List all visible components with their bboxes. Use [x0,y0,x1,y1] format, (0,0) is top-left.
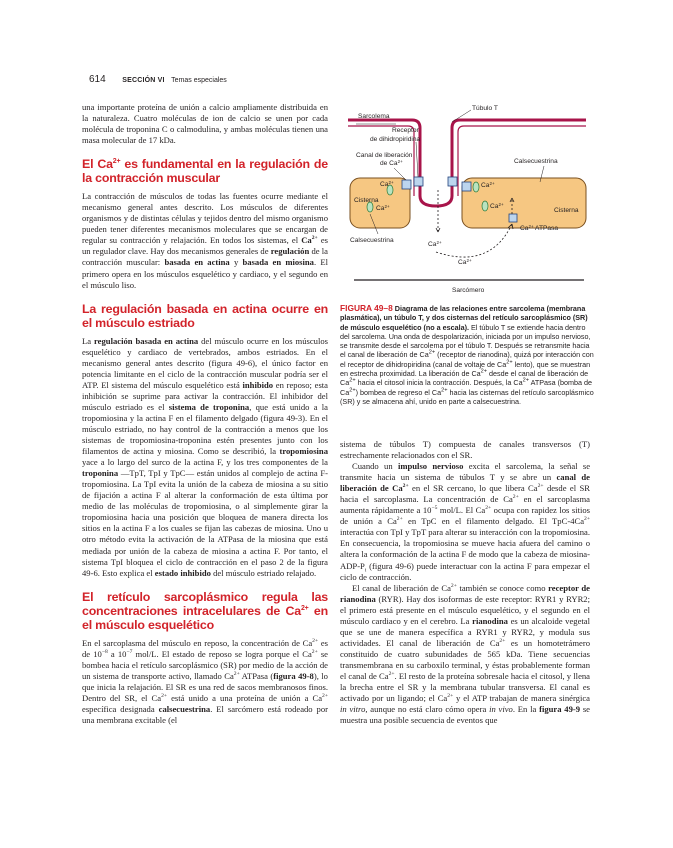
ca-release-channel-right [462,182,471,191]
right-column [340,439,590,726]
label-ca: $Ca^{2+}$ [490,202,504,210]
paragraph: una importante proteína de unión a calcio ampliamente distribuida en la naturaleza. Cuatro moléculas de ion de calcio se unen por cada molécula de troponina C o calmodulina, y ambas moléculas tienen una masa molecular de 17 kDa. [82,102,328,146]
label-ca: $Ca^{2+}$ [380,180,394,188]
ca-atpase-pump [509,214,517,222]
leader-line [416,142,418,177]
label-cisterna-right: Cisterna [554,207,579,214]
label-ca: $Ca^{2+}$ [376,204,390,212]
paragraph: El canal de liberación de $Ca^{2+}$ también se conoce como receptor de rianodina (RYR). Hay dos isoformas de este receptor: RYR1 y RYR2; el primero está presente en el músculo esquelético, y el segundo en el músculo cardiaco y en el cerebro. La rianodina es un alcaloide vegetal que se une de manera específica a RYR1 y RYR2, y modula sus actividades. El canal de liberación de $Ca^{2+}$ es un homotetrámero constituido de cuatro subunidades de 565 kDa. Tiene secuencias transmembrana en su carboxilo terminal, y éstas probablemente forman el canal de $Ca^{2+}$. El resto de la proteína sobresale hacia el citosol, y llena la brecha entre el SR y la membrana tubular transversa. El canal es activado por un ligando; el $Ca^{2+}$ y el ATP trabajan de manera sinérgica in vitro, aunque no está claro cómo opera in vivo. En la figura 49-9 se muestra una posible secuencia de eventos que [340,582,590,726]
label-canal: Canal de liberación [356,152,413,159]
paragraph: Cuando un impulso nervioso excita el sarcolema, la señal se transmite hacia un sistema de túbulos T y se abre un canal de liberación de $Ca^{2+}$ en el SR cercano, lo que libera $Ca^{2+}$ desde el SR hacia el sarcoplasma. La concentración de $Ca^{2+}$ en el sarcoplasma aumenta rápidamente a $10^{-5}$ mol/L. El $Ca^{2+}$ ocupa con rapidez los sitios de unión a $Ca^{2+}$ en TpC en el filamento delgado. El TpC-$4Ca^{2+}$ interactúa con TpI y TpT para alterar su interacción con la tropomiosina. En consecuencia, la tropomiosina se mueve hacia afuera del camino o altera la conformación de la actina F de modo que la cabeza de miosina-$ADP-P_i$ (figura 49-6) puede interactuar con la actina F para empezar el ciclo de contracción. [340,461,591,582]
label-calsecuestrina-right: Calsecuestrina [514,158,558,165]
section-label: SECCIÓN VI [122,77,165,84]
paragraph: sistema de túbulos T) compuesta de canales transversos (T) estrechamente relacionados con el SR. [340,439,590,461]
paragraph: La regulación basada en actina del músculo ocurre en los músculos esquelético y cardiaco de vertebrados, ambos estriados. En el mecanismo general antes descrito (figura 49-6), el único factor en potencia limitante en el ciclo de la contracción muscular podría ser el ATP. El sistema del músculo esquelético está inhibido en reposo; esta inhibición se suprime para activar la contracción. El inhibidor del músculo estriado es el sistema de troponina, que está unido a la tropomiosina y la actina F en el filamento delgado (figura 49-3). En el músculo estriado, no hay control de la contracción a menos que los sistemas de tropomiosina-troponina estén presentes junto con los filamentos de actina y miosina. Como se describió, la tropomiosina yace a lo largo del surco de la actina F, y los tres componentes de la troponina —TpT, TpI y TpC— están unidos al complejo de actina F-tropomiosina. La TpI evita la unión de la cabeza de miosina a su sitio de fijación a actina F al alterar la conformación de esta última por medio de las moléculas de tropomiosina, o al simplemente girar la tropomiosina hacia una posición que bloquea de manera directa los sitios en la actina F a los cuales se fijan las cabezas de miosina. Uno u otro método evita la activación de la ATPasa de la miosina que está mediada por unión de la cabeza de miosina a actina F. Por tanto, el sistema TpI bloquea el ciclo de contracción en el paso 2 de la figura 49-6. Esto explica el estado inhibido del músculo estriado relajado. [82,335,328,578]
section-heading: El retículo sarcoplásmico regula las concentraciones intracelulares de $Ca^{2+}$ en el músculo esquelético [82,589,328,632]
label-atpasa: $Ca^{2+}$ ATPasa [520,224,559,232]
dihydropyridine-receptor [414,177,423,186]
section-heading: El $Ca^{2+}$ es fundamental en la regulación de la contracción muscular [82,157,328,186]
label-ca: $Ca^{2+}$ [481,181,495,189]
figure-caption: FIGURA 49–8 Diagrama de las relaciones entre sarcolema (membrana plasmática), un túbulo T, y dos cisternas del retículo sarcoplásmico (SR) de músculo esquelético (no a escala). El túbulo T se extiende hacia dentro del sarcolema. Una onda de despolarización, iniciada por un impulso nervioso, se transmite desde el sarcolema por el túbulo T. Después se retransmite hacia el canal de liberación de $Ca^{2+}$ (receptor de rianodina), quizá por interacción con el receptor de dihidropiridina (canal de voltaje de $Ca^{2+}$ lento), que se muestran en estrecha proximidad. La liberación de $Ca^{2+}$ desde el canal de liberación de $Ca^{2+}$ hacia el citosol inicia la contracción. Después, la $Ca^{2+}$ ATPasa (bomba de $Ca^{2+}$) bombea de regreso el $Ca^{2+}$ hacia las cisternas del retículo sarcoplásmico (SR) y se almacena ahí, unido en parte a calsecuestrina. [340,303,594,406]
paragraph: La contracción de músculos de todas las fuentes ocurre mediante el mecanismo general antes descrito. Los músculos de diferentes organismos y de distintas células y tejidos dentro del mismo organismo pueden tener diferentes mecanismos moleculares que se encargan de regular su contracción y relajación. En todos los sistemas, el $Ca^{2+}$ es un regulador clave. Hay dos mecanismos generales de regulación de la contracción muscular: basada en actina y basada en miosina. El primero opera en los músculos esquelético y cardiaco, y el segundo en el músculo liso. [82,191,328,290]
page-number: 614 [89,74,106,85]
figure-49-8 [340,102,594,302]
paragraph: En el sarcoplasma del músculo en reposo, la concentración de $Ca^{2+}$ es de $10^{-8}$ a $10^{-7}$ mol/L. El estado de reposo se logra porque el $Ca^{2+}$ se bombea hacia el retículo sarcoplásmico (SR) por medio de la acción de un sistema de transporte activo, llamado $Ca^{2+}$ ATPasa (figura 49-8), lo que inicia la relajación. El SR es una red de sacos membranosos finos. Dentro del SR, el $Ca^{2+}$ está unido a una proteína de unión a $Ca^{2+}$ específica designada calsecuestrina. El sarcómero está rodeado por una membrana excitable (el [82,637,329,725]
ca-release-channel-left [402,180,411,189]
label-sarcolema: Sarcolema [358,113,390,120]
sarcolemma-diagram [340,102,594,302]
label-ca: $Ca^{2+}$ [458,258,472,266]
label-receptor: de dihidropiridina [370,136,421,143]
label-ca: $Ca^{2+}$ [428,240,442,248]
calsequestrin [473,182,479,192]
running-header [89,74,227,85]
label-receptor: Receptor [392,127,419,134]
figure-number: FIGURA 49–8 [340,303,393,313]
section-heading: La regulación basada en actina ocurre en el músculo estriado [82,301,328,330]
left-column [82,102,328,726]
label-tubulo-t: Túbulo T [472,105,498,112]
label-canal: de $Ca^{2+}$ [380,159,403,167]
ca-pump-arrow [436,224,512,257]
label-sarcomero: Sarcómero [452,287,485,294]
label-cisterna-left: Cisterna [354,197,379,204]
calsequestrin [482,201,488,211]
t-tubule [420,196,452,206]
label-calsecuestrina-left: Calsecuestrina [350,237,394,244]
section-topic: Temas especiales [171,77,227,84]
dihydropyridine-receptor [448,177,457,186]
